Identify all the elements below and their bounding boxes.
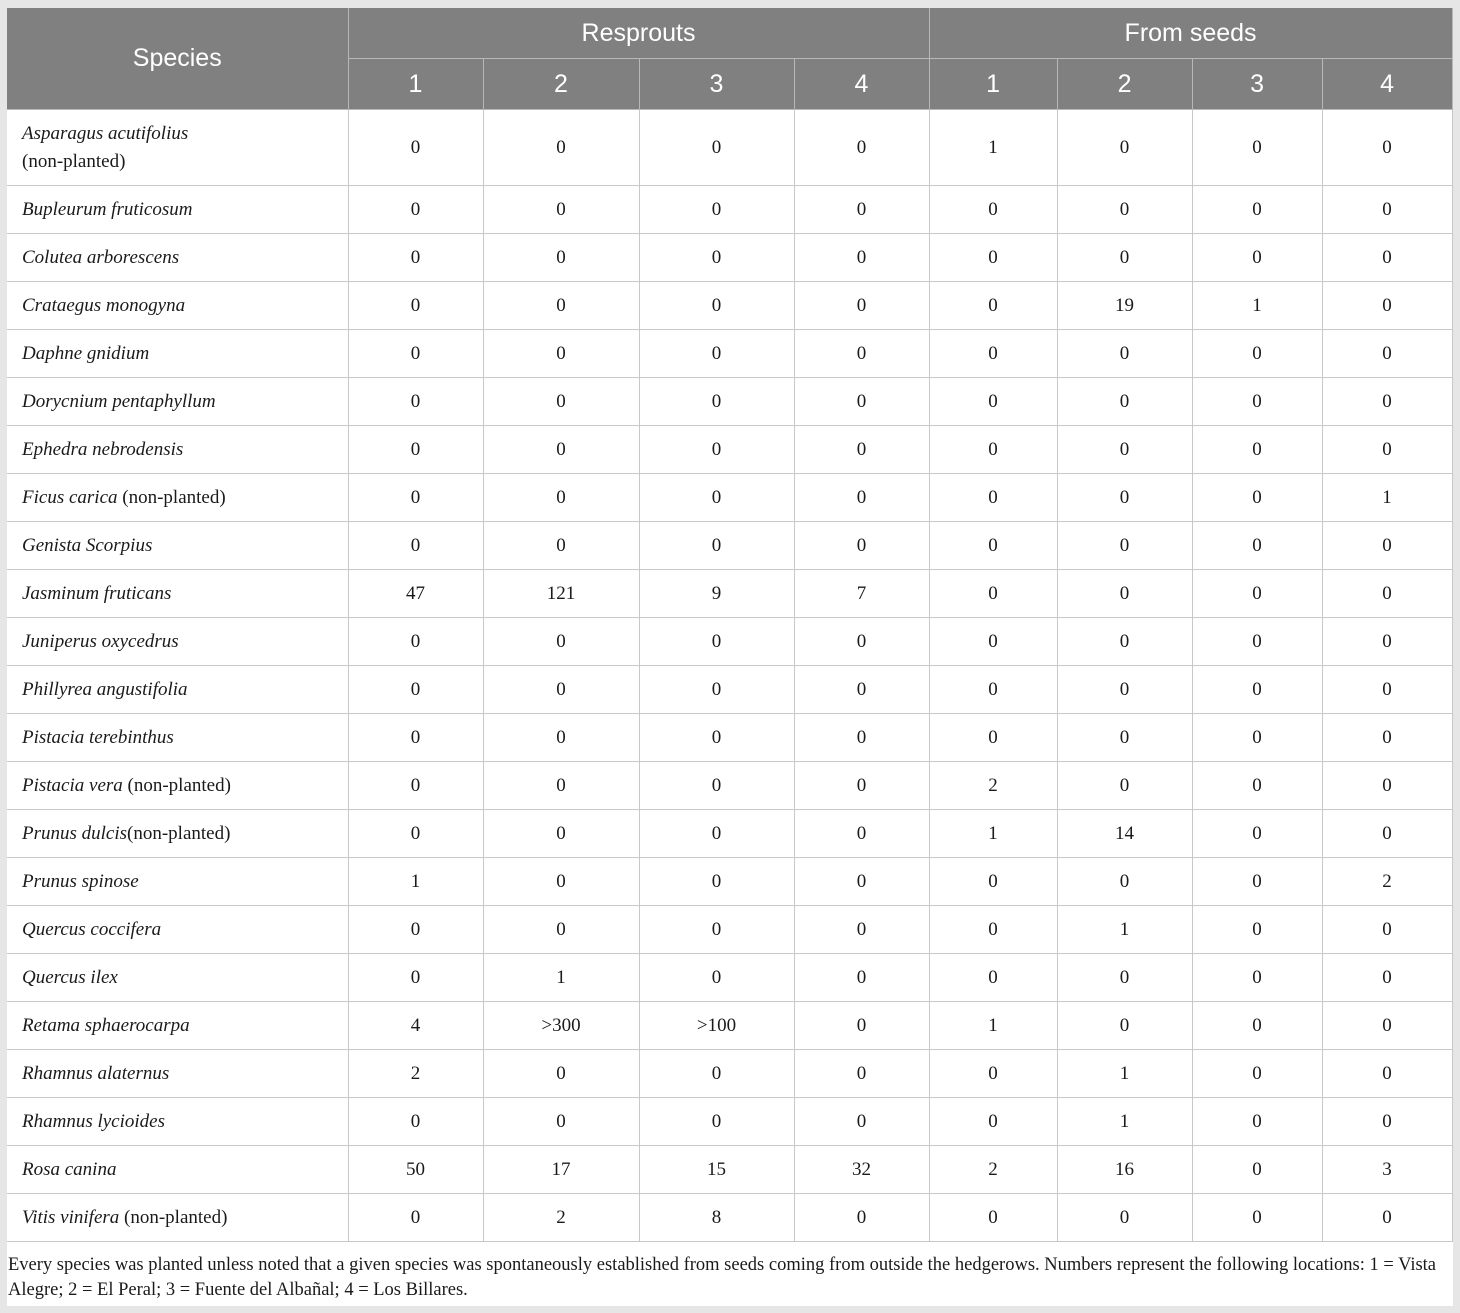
resprouts-col-3: 3 xyxy=(639,59,794,110)
resprouts-value-cell: 0 xyxy=(794,378,929,426)
seeds-value-cell: 0 xyxy=(1322,282,1452,330)
seeds-value-cell: 14 xyxy=(1057,810,1192,858)
species-name-cell xyxy=(7,810,348,858)
seeds-value-cell: 0 xyxy=(1322,330,1452,378)
seeds-col-3: 3 xyxy=(1192,59,1322,110)
seeds-value-cell: 0 xyxy=(1057,618,1192,666)
species-name: Jasminum fruticans xyxy=(22,582,172,604)
table-row xyxy=(7,474,1452,522)
table-row xyxy=(7,810,1452,858)
species-name: Phillyrea angustifolia xyxy=(22,678,188,700)
resprouts-value-cell: 4 xyxy=(348,1002,483,1050)
seeds-value-cell: 0 xyxy=(1192,1194,1322,1242)
seeds-value-cell: 0 xyxy=(1057,522,1192,570)
resprouts-col-4: 4 xyxy=(794,59,929,110)
species-name: Pistacia terebinthus xyxy=(22,726,174,748)
seeds-value-cell: 0 xyxy=(1322,570,1452,618)
seeds-value-cell: 0 xyxy=(929,618,1057,666)
seeds-value-cell: 0 xyxy=(1192,810,1322,858)
resprouts-value-cell: 50 xyxy=(348,1146,483,1194)
seeds-value-cell: 0 xyxy=(1322,186,1452,234)
species-name: Pistacia vera xyxy=(22,774,123,796)
seeds-value-cell: 0 xyxy=(929,954,1057,1002)
resprouts-value-cell: 0 xyxy=(639,762,794,810)
seeds-value-cell: 0 xyxy=(1057,186,1192,234)
resprouts-value-cell: 0 xyxy=(639,618,794,666)
resprouts-col-1: 1 xyxy=(348,59,483,110)
seeds-col-4: 4 xyxy=(1322,59,1452,110)
resprouts-value-cell: 0 xyxy=(348,666,483,714)
species-name-cell xyxy=(7,714,348,762)
resprouts-value-cell: 2 xyxy=(348,1050,483,1098)
resprouts-value-cell: 0 xyxy=(639,234,794,282)
table-row xyxy=(7,954,1452,1002)
resprouts-value-cell: >100 xyxy=(639,1002,794,1050)
resprouts-value-cell: 0 xyxy=(794,906,929,954)
resprouts-value-cell: 0 xyxy=(639,810,794,858)
species-name: Quercus coccifera xyxy=(22,918,162,940)
seeds-value-cell: 0 xyxy=(1057,1002,1192,1050)
seeds-value-cell: 0 xyxy=(1322,1002,1452,1050)
seeds-value-cell: 0 xyxy=(1192,666,1322,714)
resprouts-value-cell: 1 xyxy=(348,858,483,906)
resprouts-value-cell: 8 xyxy=(639,1194,794,1242)
resprouts-value-cell: 0 xyxy=(483,426,639,474)
resprouts-value-cell: 0 xyxy=(639,954,794,1002)
resprouts-value-cell: 0 xyxy=(348,234,483,282)
seeds-value-cell: 0 xyxy=(1322,1194,1452,1242)
seeds-value-cell: 0 xyxy=(1322,762,1452,810)
resprouts-value-cell: 0 xyxy=(348,426,483,474)
seeds-value-cell: 0 xyxy=(1192,858,1322,906)
resprouts-value-cell: 0 xyxy=(348,474,483,522)
resprouts-value-cell: 0 xyxy=(348,110,483,186)
resprouts-value-cell: 0 xyxy=(348,906,483,954)
table-row xyxy=(7,570,1452,618)
seeds-value-cell: 0 xyxy=(929,378,1057,426)
seeds-value-cell: 0 xyxy=(1192,570,1322,618)
seeds-value-cell: 0 xyxy=(929,1098,1057,1146)
resprouts-value-cell: 0 xyxy=(639,714,794,762)
seeds-value-cell: 0 xyxy=(929,570,1057,618)
resprouts-value-cell: 17 xyxy=(483,1146,639,1194)
seeds-value-cell: 1 xyxy=(1057,906,1192,954)
seeds-value-cell: 0 xyxy=(1192,1002,1322,1050)
species-name: Ephedra nebrodensis xyxy=(22,438,184,460)
resprouts-value-cell: 2 xyxy=(483,1194,639,1242)
seeds-value-cell: 0 xyxy=(929,1050,1057,1098)
species-name: Dorycnium pentaphyllum xyxy=(22,390,216,412)
seeds-value-cell: 0 xyxy=(1057,570,1192,618)
resprouts-value-cell: 0 xyxy=(639,186,794,234)
resprouts-value-cell: 0 xyxy=(348,378,483,426)
species-name-cell xyxy=(7,858,348,906)
species-name: Colutea arborescens xyxy=(22,246,180,268)
resprouts-value-cell: 0 xyxy=(639,906,794,954)
table-row xyxy=(7,186,1452,234)
resprouts-value-cell: 15 xyxy=(639,1146,794,1194)
resprouts-value-cell: 0 xyxy=(348,714,483,762)
seeds-value-cell: 0 xyxy=(1322,666,1452,714)
seeds-value-cell: 2 xyxy=(929,762,1057,810)
resprouts-value-cell: 0 xyxy=(348,282,483,330)
resprouts-value-cell: 121 xyxy=(483,570,639,618)
species-name-cell xyxy=(7,1194,348,1242)
seeds-value-cell: 1 xyxy=(929,810,1057,858)
seeds-value-cell: 0 xyxy=(1322,110,1452,186)
seeds-value-cell: 0 xyxy=(1192,906,1322,954)
table-panel xyxy=(7,8,1453,1306)
table-row xyxy=(7,714,1452,762)
resprouts-value-cell: 0 xyxy=(794,618,929,666)
seeds-value-cell: 0 xyxy=(1057,110,1192,186)
resprouts-value-cell: 0 xyxy=(794,110,929,186)
seeds-value-cell: 0 xyxy=(1322,426,1452,474)
resprouts-value-cell: 0 xyxy=(794,234,929,282)
seeds-value-cell: 0 xyxy=(1322,234,1452,282)
resprouts-col-2: 2 xyxy=(483,59,639,110)
table-body xyxy=(7,110,1452,1242)
seeds-value-cell: 0 xyxy=(1057,762,1192,810)
resprouts-value-cell: 0 xyxy=(348,1098,483,1146)
resprouts-value-cell: 0 xyxy=(483,858,639,906)
resprouts-value-cell: 0 xyxy=(794,810,929,858)
resprouts-value-cell: 0 xyxy=(794,858,929,906)
seeds-value-cell: 1 xyxy=(1322,474,1452,522)
table-row xyxy=(7,234,1452,282)
resprouts-value-cell: 0 xyxy=(483,1098,639,1146)
resprouts-value-cell: 0 xyxy=(639,378,794,426)
species-header: Species xyxy=(7,8,348,110)
resprouts-value-cell: 0 xyxy=(483,714,639,762)
resprouts-value-cell: 0 xyxy=(348,954,483,1002)
resprouts-value-cell: 0 xyxy=(639,666,794,714)
resprouts-value-cell: 0 xyxy=(348,762,483,810)
resprouts-value-cell: 32 xyxy=(794,1146,929,1194)
seeds-value-cell: 0 xyxy=(1192,186,1322,234)
species-name: Prunus dulcis xyxy=(22,822,128,844)
species-name: Juniperus oxycedrus xyxy=(22,630,179,652)
species-name: Genista Scorpius xyxy=(22,534,153,556)
seeds-value-cell: 1 xyxy=(929,110,1057,186)
species-note: (non-planted) xyxy=(127,822,231,844)
species-name: Asparagus acutifolius xyxy=(22,122,189,144)
seeds-value-cell: 0 xyxy=(1322,906,1452,954)
seeds-col-1: 1 xyxy=(929,59,1057,110)
seeds-value-cell: 3 xyxy=(1322,1146,1452,1194)
resprouts-value-cell: 0 xyxy=(794,474,929,522)
resprouts-value-cell: 0 xyxy=(639,474,794,522)
resprouts-value-cell: 0 xyxy=(794,666,929,714)
seeds-value-cell: 0 xyxy=(1057,234,1192,282)
table-row xyxy=(7,282,1452,330)
resprouts-value-cell: 0 xyxy=(348,522,483,570)
resprouts-value-cell: 0 xyxy=(639,330,794,378)
species-name: Rosa canina xyxy=(22,1158,117,1180)
species-name-cell xyxy=(7,618,348,666)
species-name-cell xyxy=(7,762,348,810)
resprouts-value-cell: 0 xyxy=(794,1098,929,1146)
resprouts-value-cell: 0 xyxy=(794,1050,929,1098)
species-name-cell xyxy=(7,378,348,426)
species-name-cell xyxy=(7,186,348,234)
seeds-value-cell: 0 xyxy=(1192,234,1322,282)
species-name-cell xyxy=(7,282,348,330)
species-name-cell xyxy=(7,954,348,1002)
seeds-value-cell: 0 xyxy=(1322,954,1452,1002)
from-seeds-header: From seeds xyxy=(929,8,1452,59)
table-row xyxy=(7,1146,1452,1194)
seeds-col-2: 2 xyxy=(1057,59,1192,110)
seeds-value-cell: 0 xyxy=(1057,1194,1192,1242)
resprouts-value-cell: 0 xyxy=(794,762,929,810)
species-name-cell xyxy=(7,330,348,378)
resprouts-value-cell: 0 xyxy=(483,378,639,426)
seeds-value-cell: 0 xyxy=(929,714,1057,762)
species-note: (non-planted) xyxy=(119,1206,228,1228)
resprouts-value-cell: >300 xyxy=(483,1002,639,1050)
seeds-value-cell: 0 xyxy=(1322,1098,1452,1146)
table-row xyxy=(7,1098,1452,1146)
seeds-value-cell: 0 xyxy=(1057,426,1192,474)
seeds-value-cell: 0 xyxy=(929,474,1057,522)
table-row xyxy=(7,1050,1452,1098)
seeds-value-cell: 0 xyxy=(1192,1050,1322,1098)
seeds-value-cell: 1 xyxy=(1057,1050,1192,1098)
resprouts-value-cell: 0 xyxy=(348,618,483,666)
seeds-value-cell: 0 xyxy=(1322,618,1452,666)
table-row xyxy=(7,110,1452,186)
seeds-value-cell: 0 xyxy=(929,234,1057,282)
seeds-value-cell: 0 xyxy=(929,858,1057,906)
resprouts-value-cell: 0 xyxy=(483,618,639,666)
table-footnote: Every species was planted unless noted that a given species was spontaneously established from seeds coming from outside the hedgerows. Numbers represent the following locations: 1 = Vista Alegre; 2 = El Peral; 3 = Fuente del Albañal; 4 = Los Billares. xyxy=(8,1255,1437,1300)
resprouts-value-cell: 0 xyxy=(639,522,794,570)
resprouts-value-cell: 0 xyxy=(794,426,929,474)
resprouts-value-cell: 0 xyxy=(483,906,639,954)
species-name: Rhamnus alaternus xyxy=(22,1062,170,1084)
species-note: (non-planted) xyxy=(122,774,231,796)
species-name-cell xyxy=(7,570,348,618)
seeds-value-cell: 0 xyxy=(1057,714,1192,762)
resprouts-value-cell: 0 xyxy=(639,1050,794,1098)
resprouts-value-cell: 0 xyxy=(483,474,639,522)
resprouts-value-cell: 0 xyxy=(483,1050,639,1098)
table-row xyxy=(7,426,1452,474)
table-row xyxy=(7,762,1452,810)
species-name: Retama sphaerocarpa xyxy=(22,1014,190,1036)
seeds-value-cell: 0 xyxy=(929,666,1057,714)
species-name-cell xyxy=(7,1050,348,1098)
seeds-value-cell: 0 xyxy=(1057,474,1192,522)
resprouts-value-cell: 0 xyxy=(639,858,794,906)
seeds-value-cell: 0 xyxy=(1322,378,1452,426)
table-row xyxy=(7,618,1452,666)
resprouts-value-cell: 9 xyxy=(639,570,794,618)
species-name: Prunus spinose xyxy=(22,870,139,892)
seeds-value-cell: 0 xyxy=(1192,110,1322,186)
seeds-value-cell: 0 xyxy=(929,522,1057,570)
table-row xyxy=(7,858,1452,906)
resprouts-value-cell: 0 xyxy=(483,186,639,234)
species-name-cell xyxy=(7,1002,348,1050)
resprouts-value-cell: 0 xyxy=(639,426,794,474)
seeds-value-cell: 2 xyxy=(929,1146,1057,1194)
seeds-value-cell: 0 xyxy=(1057,858,1192,906)
species-name-cell xyxy=(7,906,348,954)
seeds-value-cell: 0 xyxy=(929,282,1057,330)
resprouts-header: Resprouts xyxy=(348,8,929,59)
table-row xyxy=(7,1194,1452,1242)
seeds-value-cell: 0 xyxy=(929,1194,1057,1242)
seeds-value-cell: 0 xyxy=(1057,378,1192,426)
resprouts-value-cell: 0 xyxy=(348,810,483,858)
resprouts-value-cell: 0 xyxy=(483,810,639,858)
resprouts-value-cell: 0 xyxy=(794,714,929,762)
resprouts-value-cell: 0 xyxy=(348,330,483,378)
seeds-value-cell: 16 xyxy=(1057,1146,1192,1194)
species-name-cell xyxy=(7,474,348,522)
resprouts-value-cell: 0 xyxy=(794,330,929,378)
species-name: Bupleurum fruticosum xyxy=(22,198,193,220)
species-name: Vitis vinifera xyxy=(22,1206,120,1228)
seeds-value-cell: 0 xyxy=(1192,426,1322,474)
resprouts-value-cell: 1 xyxy=(483,954,639,1002)
seeds-value-cell: 0 xyxy=(1192,522,1322,570)
seeds-value-cell: 0 xyxy=(1322,810,1452,858)
seeds-value-cell: 0 xyxy=(1057,330,1192,378)
seeds-value-cell: 0 xyxy=(929,186,1057,234)
seeds-value-cell: 0 xyxy=(1192,1146,1322,1194)
species-name-cell xyxy=(7,426,348,474)
seeds-value-cell: 0 xyxy=(1192,762,1322,810)
resprouts-value-cell: 0 xyxy=(639,1098,794,1146)
seeds-value-cell: 0 xyxy=(929,426,1057,474)
species-name-cell xyxy=(7,666,348,714)
resprouts-value-cell: 0 xyxy=(794,522,929,570)
species-name: Daphne gnidium xyxy=(22,342,150,364)
seeds-value-cell: 0 xyxy=(929,906,1057,954)
species-name-cell xyxy=(7,1146,348,1194)
seeds-value-cell: 0 xyxy=(1057,666,1192,714)
resprouts-value-cell: 0 xyxy=(483,234,639,282)
species-name: Quercus ilex xyxy=(22,966,118,988)
seeds-value-cell: 1 xyxy=(1192,282,1322,330)
resprouts-value-cell: 0 xyxy=(639,282,794,330)
seeds-value-cell: 0 xyxy=(1057,954,1192,1002)
seeds-value-cell: 19 xyxy=(1057,282,1192,330)
resprouts-value-cell: 0 xyxy=(483,330,639,378)
resprouts-value-cell: 7 xyxy=(794,570,929,618)
seeds-value-cell: 1 xyxy=(1057,1098,1192,1146)
resprouts-value-cell: 0 xyxy=(794,186,929,234)
species-name: Ficus carica xyxy=(22,486,118,508)
seeds-value-cell: 1 xyxy=(929,1002,1057,1050)
seeds-value-cell: 0 xyxy=(1192,618,1322,666)
seeds-value-cell: 0 xyxy=(1192,330,1322,378)
seeds-value-cell: 0 xyxy=(1192,1098,1322,1146)
species-note: (non-planted) xyxy=(117,486,226,508)
resprouts-value-cell: 0 xyxy=(483,522,639,570)
resprouts-value-cell: 47 xyxy=(348,570,483,618)
resprouts-value-cell: 0 xyxy=(794,1194,929,1242)
seeds-value-cell: 0 xyxy=(1192,714,1322,762)
seeds-value-cell: 2 xyxy=(1322,858,1452,906)
resprouts-value-cell: 0 xyxy=(483,282,639,330)
table-row xyxy=(7,378,1452,426)
table-row xyxy=(7,906,1452,954)
species-name: Crataegus monogyna xyxy=(22,294,186,316)
species-name-cell xyxy=(7,110,348,186)
seeds-value-cell: 0 xyxy=(1192,378,1322,426)
resprouts-value-cell: 0 xyxy=(348,1194,483,1242)
resprouts-value-cell: 0 xyxy=(794,1002,929,1050)
resprouts-value-cell: 0 xyxy=(483,666,639,714)
resprouts-value-cell: 0 xyxy=(794,282,929,330)
species-name-cell xyxy=(7,522,348,570)
table-row xyxy=(7,330,1452,378)
species-note: (non-planted) xyxy=(22,150,126,172)
table-row xyxy=(7,522,1452,570)
seeds-value-cell: 0 xyxy=(1192,474,1322,522)
table-row xyxy=(7,1002,1452,1050)
species-name-cell xyxy=(7,1098,348,1146)
table-row xyxy=(7,666,1452,714)
resprouts-value-cell: 0 xyxy=(348,186,483,234)
resprouts-value-cell: 0 xyxy=(794,954,929,1002)
species-name-cell xyxy=(7,234,348,282)
seeds-value-cell: 0 xyxy=(1322,714,1452,762)
resprouts-value-cell: 0 xyxy=(483,762,639,810)
seeds-value-cell: 0 xyxy=(1192,954,1322,1002)
resprouts-value-cell: 0 xyxy=(639,110,794,186)
seeds-value-cell: 0 xyxy=(1322,1050,1452,1098)
resprouts-value-cell: 0 xyxy=(483,110,639,186)
seeds-value-cell: 0 xyxy=(929,330,1057,378)
species-name: Rhamnus lycioides xyxy=(22,1110,166,1132)
seeds-value-cell: 0 xyxy=(1322,522,1452,570)
species-table xyxy=(7,8,1453,1242)
